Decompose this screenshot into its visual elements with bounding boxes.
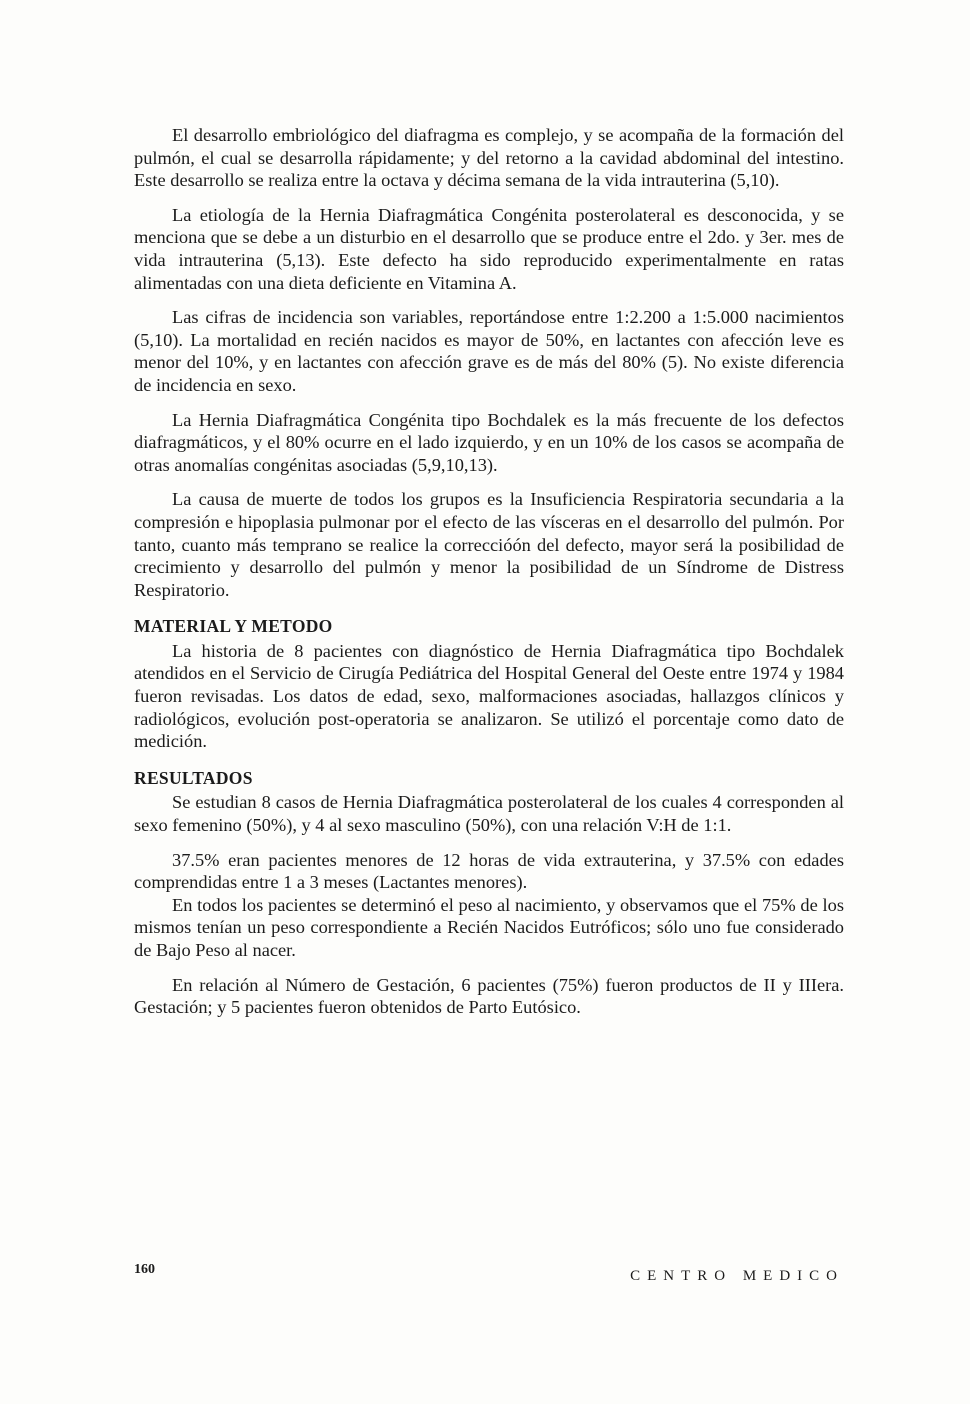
paragraph-results-age: 37.5% eran pacientes menores de 12 horas de vida extrauterina, y 37.5% con edades comprendidas entre 1 a 3 meses (Lactantes menores).	[134, 849, 844, 893]
paragraph-etiology: La etiología de la Hernia Diafragmática Congénita posterolateral es desconocida, y se menciona que se debe a un disturbio en el desarrollo que se produce entre el 2do. y 3er. mes de vida intrauterina (5,13). Este defecto ha sido reproducido experimentalmente en ratas alimentadas con una dieta deficiente en Vitamina A.	[134, 204, 844, 293]
section-heading-material: MATERIAL Y METODO	[134, 616, 333, 637]
paragraph-results-weight: En todos los pacientes se determinó el peso al nacimiento, y observamos que el 75% de los mismos tenían un peso correspondiente a Recién Nacidos Eutróficos; sólo uno fue considerado de Bajo Peso al nacer.	[134, 894, 844, 960]
paragraph-cause-of-death: La causa de muerte de todos los grupos es la Insuficiencia Respiratoria secundaria a la compresión e hipoplasia pulmonar por el efecto de las vísceras en el desarrollo del pulmón. Por tanto, cuanto más temprano se realice la correccióón del defecto, mayor será la posibilidad de crecimiento y desarrollo del pulmón y menor la posibilidad de un Síndrome de Distress Respiratorio.	[134, 489, 844, 600]
paragraph-results-sex: Se estudian 8 casos de Hernia Diafragmática posterolateral de los cuales 4 corresponden al sexo femenino (50%), y 4 al sexo masculino (50%), con una relación V:H de 1:1.	[134, 792, 844, 836]
page-number: 160	[134, 1262, 155, 1277]
paragraph-incidence: Las cifras de incidencia son variables, reportándose entre 1:2.200 a 1:5.000 nacimientos (5,10). La mortalidad en recién nacidos es mayor de 50%, en lactantes con afección leve es menor del 10%, y en lactantes con afección grave es de más del 80% (5). No existe diferencia de incidencia en sexo.	[134, 307, 844, 395]
paragraph-results-gestation: En relación al Número de Gestación, 6 pacientes (75%) fueron productos de II y IIIera. Gestación; y 5 pacientes fueron obtenidos de Parto Eutósico.	[134, 974, 844, 1018]
section-heading-resultados: RESULTADOS	[134, 767, 253, 788]
body-text	[134, 124, 844, 1031]
paragraph-bochdalek: La Hernia Diafragmática Congénita tipo Bochdalek es la más frecuente de los defectos diafragmáticos, y el 80% ocurre en el lado izquierdo, y en un 10% de los casos se acompaña de otras anomalías congénitas asociadas (5,9,10,13).	[134, 409, 844, 475]
running-title: CENTRO MEDICO	[630, 1268, 844, 1284]
paragraph-material: La historia de 8 pacientes con diagnóstico de Hernia Diafragmática tipo Bochdalek atendidos en el Servicio de Cirugía Pediátrica del Hospital General del Oeste entre 1974 y 1984 fueron revisadas. Los datos de edad, sexo, malformaciones asociadas, hallazgos clínicos y radiológicos, evolución post-operatoria se analizaron. Se utilizó el porcentaje como dato de medición.	[134, 640, 844, 752]
paragraph-embryology: El desarrollo embriológico del diafragma es complejo, y se acompaña de la formación del pulmón, el cual se desarrolla rápidamente; y del retorno a la cavidad abdominal del intestino. Este desarrollo se realiza entre la octava y décima semana de la vida intrauterina (5,10).	[134, 125, 844, 191]
